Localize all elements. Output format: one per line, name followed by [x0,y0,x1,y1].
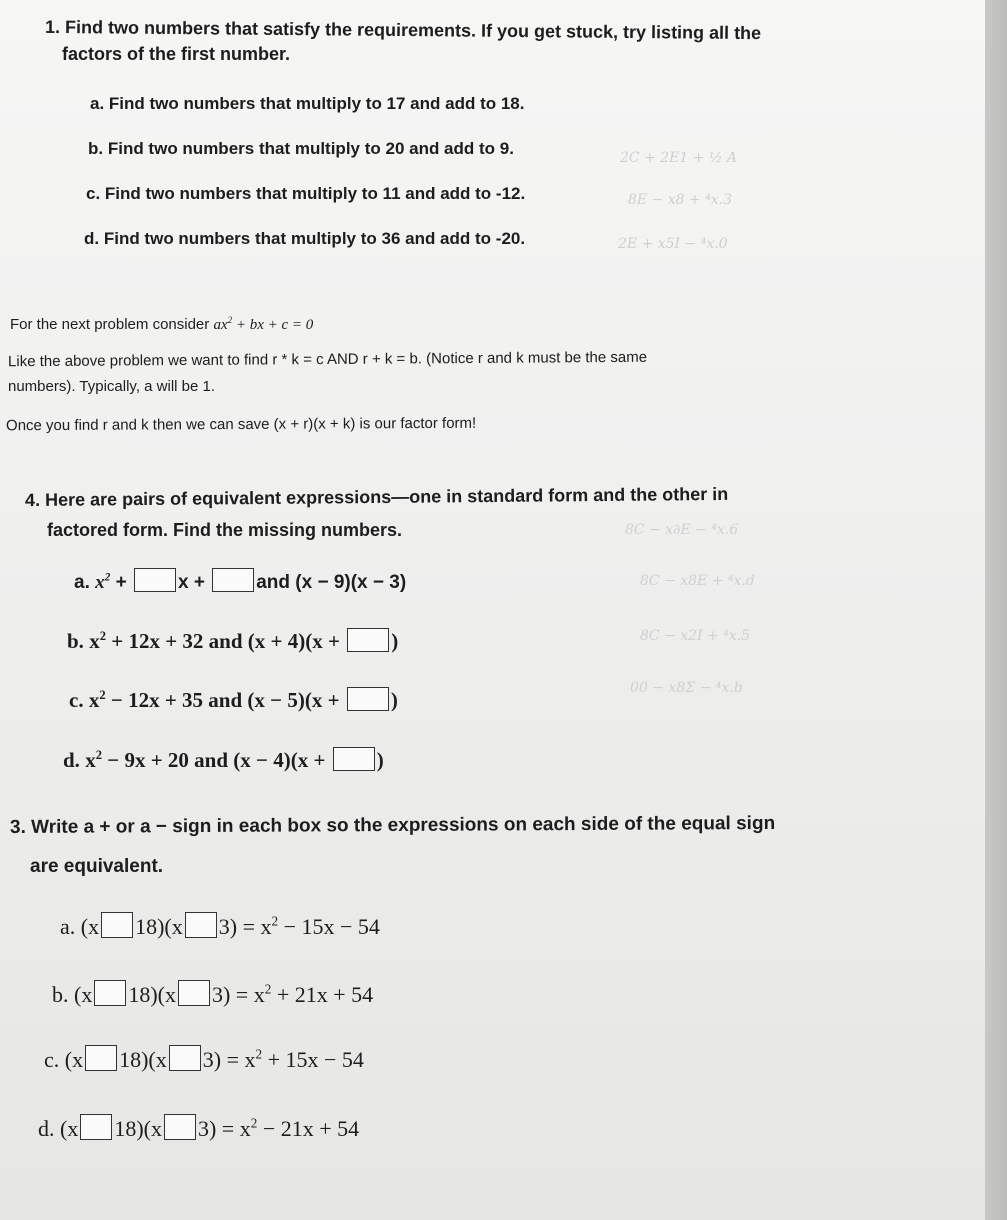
problem-4a [74,568,406,594]
sign-box[interactable] [94,980,126,1006]
answer-box[interactable] [212,568,254,592]
bleed-through-text: 2C + 2E1 + ½ A [620,150,738,166]
close-paren: ) [390,688,398,712]
eq-ax: ax [213,317,228,333]
problem-1c: c. Find two numbers that multiply to 11 and add to -12. [86,184,526,203]
problem-4b [67,628,398,654]
exponent: 2 [99,629,106,643]
x-plus: x + [178,572,211,593]
bleed-through-text: 8C − x∂E − ⁴x.6 [625,522,739,538]
sign-box[interactable] [185,912,217,938]
item-label: d. [63,748,80,772]
problem-1-heading-cont: factors of the first number. [62,44,291,64]
factored-form: and (x − 9)(x − 3) [256,572,407,593]
row-mid: 18)(x [128,982,176,1007]
sign-box[interactable] [101,912,133,938]
problem-3c [44,1045,364,1073]
page-edge [985,0,1007,1220]
problem-1b: b. Find two numbers that multiply to 20 and add to 9. [88,139,514,158]
row-end: 3) = x [211,982,265,1007]
row-mid: 18)(x [119,1047,167,1072]
answer-box[interactable] [333,747,375,771]
answer-box[interactable] [134,568,176,592]
problem-1-heading: 1. Find two numbers that satisfy the requirements. If you get stuck, try listing all the [44,16,762,44]
item-label: a. [74,572,90,593]
row-start: c. (x [44,1047,84,1072]
note-line-1 [10,315,313,334]
problem-3-heading-cont: are equivalent. [30,856,164,877]
problem-3-heading: 3. Write a + or a − sign in each box so the expressions on each side of the equal sign [9,812,776,839]
problem-4d [63,747,384,773]
row-start: d. (x [38,1116,79,1141]
problem-3b [52,980,373,1008]
row-end: 3) = x [218,914,272,939]
bleed-through-text: 2E + x5I − ⁴x.0 [618,236,728,252]
eq-exponent: 2 [227,315,233,325]
expression: + 12x + 32 and (x + 4)(x + [105,629,346,653]
x-var: x [88,688,100,712]
row-mid: 18)(x [114,1116,162,1141]
exponent: 2 [95,748,102,762]
bleed-through-text: 8C − x2I + ⁴x.5 [640,628,751,644]
x-var: x [85,748,96,772]
row-tail: + 21x + 54 [271,982,374,1007]
row-end: 3) = x [202,1047,256,1072]
answer-box[interactable] [347,628,389,652]
sign-box[interactable] [85,1045,117,1071]
exponent: 2 [255,1046,263,1062]
sign-box[interactable] [80,1114,112,1140]
note-line-4: Once you find r and k then we can save (x + r)(x + k) is our factor form! [5,414,477,435]
exponent: 2 [104,571,111,584]
problem-3a [60,912,380,940]
eq-rest: + bx + c = 0 [232,317,314,333]
problem-1a: a. Find two numbers that multiply to 17 and add to 18. [90,94,525,113]
note-prefix: For the next problem consider [10,316,210,333]
expression: − 12x + 35 and (x − 5)(x + [105,688,345,712]
problem-3d [38,1114,359,1142]
sign-box[interactable] [178,980,210,1006]
row-tail: + 15x − 54 [262,1047,364,1072]
note-line-2: Like the above problem we want to find r * k = c AND r + k = b. (Notice r and k must be the same [7,348,648,371]
note-line-3: numbers). Typically, a will be 1. [8,378,216,395]
close-paren: ) [391,629,399,653]
problem-4c [69,687,398,713]
row-start: a. (x [60,914,100,939]
problem-4-heading-cont: factored form. Find the missing numbers. [47,520,403,540]
item-label: c. [69,688,84,712]
row-mid: 18)(x [135,914,183,939]
row-start: b. (x [52,982,93,1007]
exponent: 2 [271,913,279,929]
plus: + [110,572,132,593]
x-var: x [95,572,105,593]
note-equation [213,317,313,333]
bleed-through-text: 8E − x8 + ⁴x.3 [628,192,733,208]
expr-x [95,572,110,593]
close-paren: ) [376,748,384,772]
problem-1d: d. Find two numbers that multiply to 36 and add to -20. [84,229,526,248]
sign-box[interactable] [164,1114,196,1140]
exponent: 2 [264,981,272,997]
bleed-through-text: 8C − x8E + ⁴x.d [640,573,755,589]
item-label: b. [67,629,84,653]
sign-box[interactable] [169,1045,201,1071]
row-end: 3) = x [197,1116,251,1141]
row-tail: − 21x + 54 [257,1116,360,1141]
exponent: 2 [99,688,106,702]
problem-4-heading: 4. Here are pairs of equivalent expressions—one in standard form and the other in [24,483,729,511]
x-var: x [89,629,100,653]
expression: − 9x + 20 and (x − 4)(x + [101,748,331,772]
exponent: 2 [250,1115,258,1131]
answer-box[interactable] [347,687,389,711]
bleed-through-text: 00 − x8Σ − ⁴x.b [630,680,743,696]
row-tail: − 15x − 54 [278,914,380,939]
